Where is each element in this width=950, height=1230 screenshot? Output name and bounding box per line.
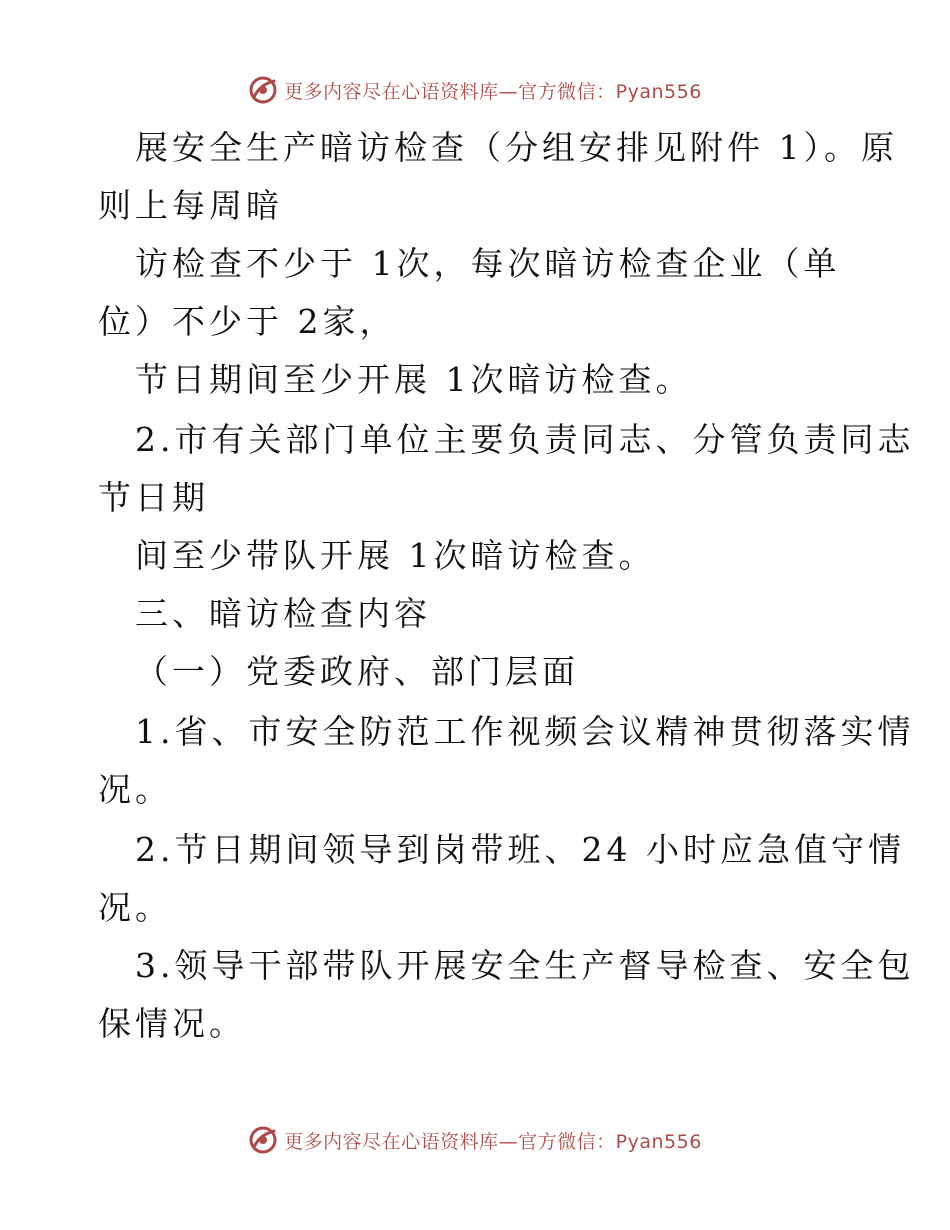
text-line: 2.市有关部门单位主要负责同志、分管负责同志 bbox=[135, 420, 915, 459]
brush-swirl-logo-icon bbox=[248, 1125, 278, 1155]
subsection-heading: （一）党委政府、部门层面 bbox=[135, 652, 579, 691]
text-line: 保情况。 bbox=[98, 1004, 246, 1043]
text-line: 访检查不少于 1次，每次暗访检查企业（单 bbox=[135, 244, 841, 283]
text-line: 3.领导干部带队开展安全生产督导检查、安全包 bbox=[135, 946, 915, 985]
text-line: 则上每周暗 bbox=[98, 186, 283, 225]
text-line: 1.省、市安全防范工作视频会议精神贯彻落实情 bbox=[135, 712, 915, 751]
watermark-text: 更多内容尽在心语资料库—官方微信：Pyan556 bbox=[284, 1130, 702, 1153]
section-heading: 三、暗访检查内容 bbox=[135, 594, 431, 633]
text-line: 展安全生产暗访检查（分组安排见附件 1）。原 bbox=[135, 128, 898, 167]
text-line: 节日期间至少开展 1次暗访检查。 bbox=[135, 360, 693, 399]
watermark-text: 更多内容尽在心语资料库—官方微信：Pyan556 bbox=[284, 80, 702, 103]
text-line: 位）不少于 2家， bbox=[98, 302, 397, 341]
text-line: 节日期 bbox=[98, 478, 209, 517]
text-line: 况。 bbox=[98, 888, 172, 927]
text-line: 况。 bbox=[98, 770, 172, 809]
text-line: 2.节日期间领导到岗带班、24 小时应急值守情 bbox=[135, 830, 905, 869]
text-line: 间至少带队开展 1次暗访检查。 bbox=[135, 536, 656, 575]
footer-watermark bbox=[0, 1122, 950, 1158]
